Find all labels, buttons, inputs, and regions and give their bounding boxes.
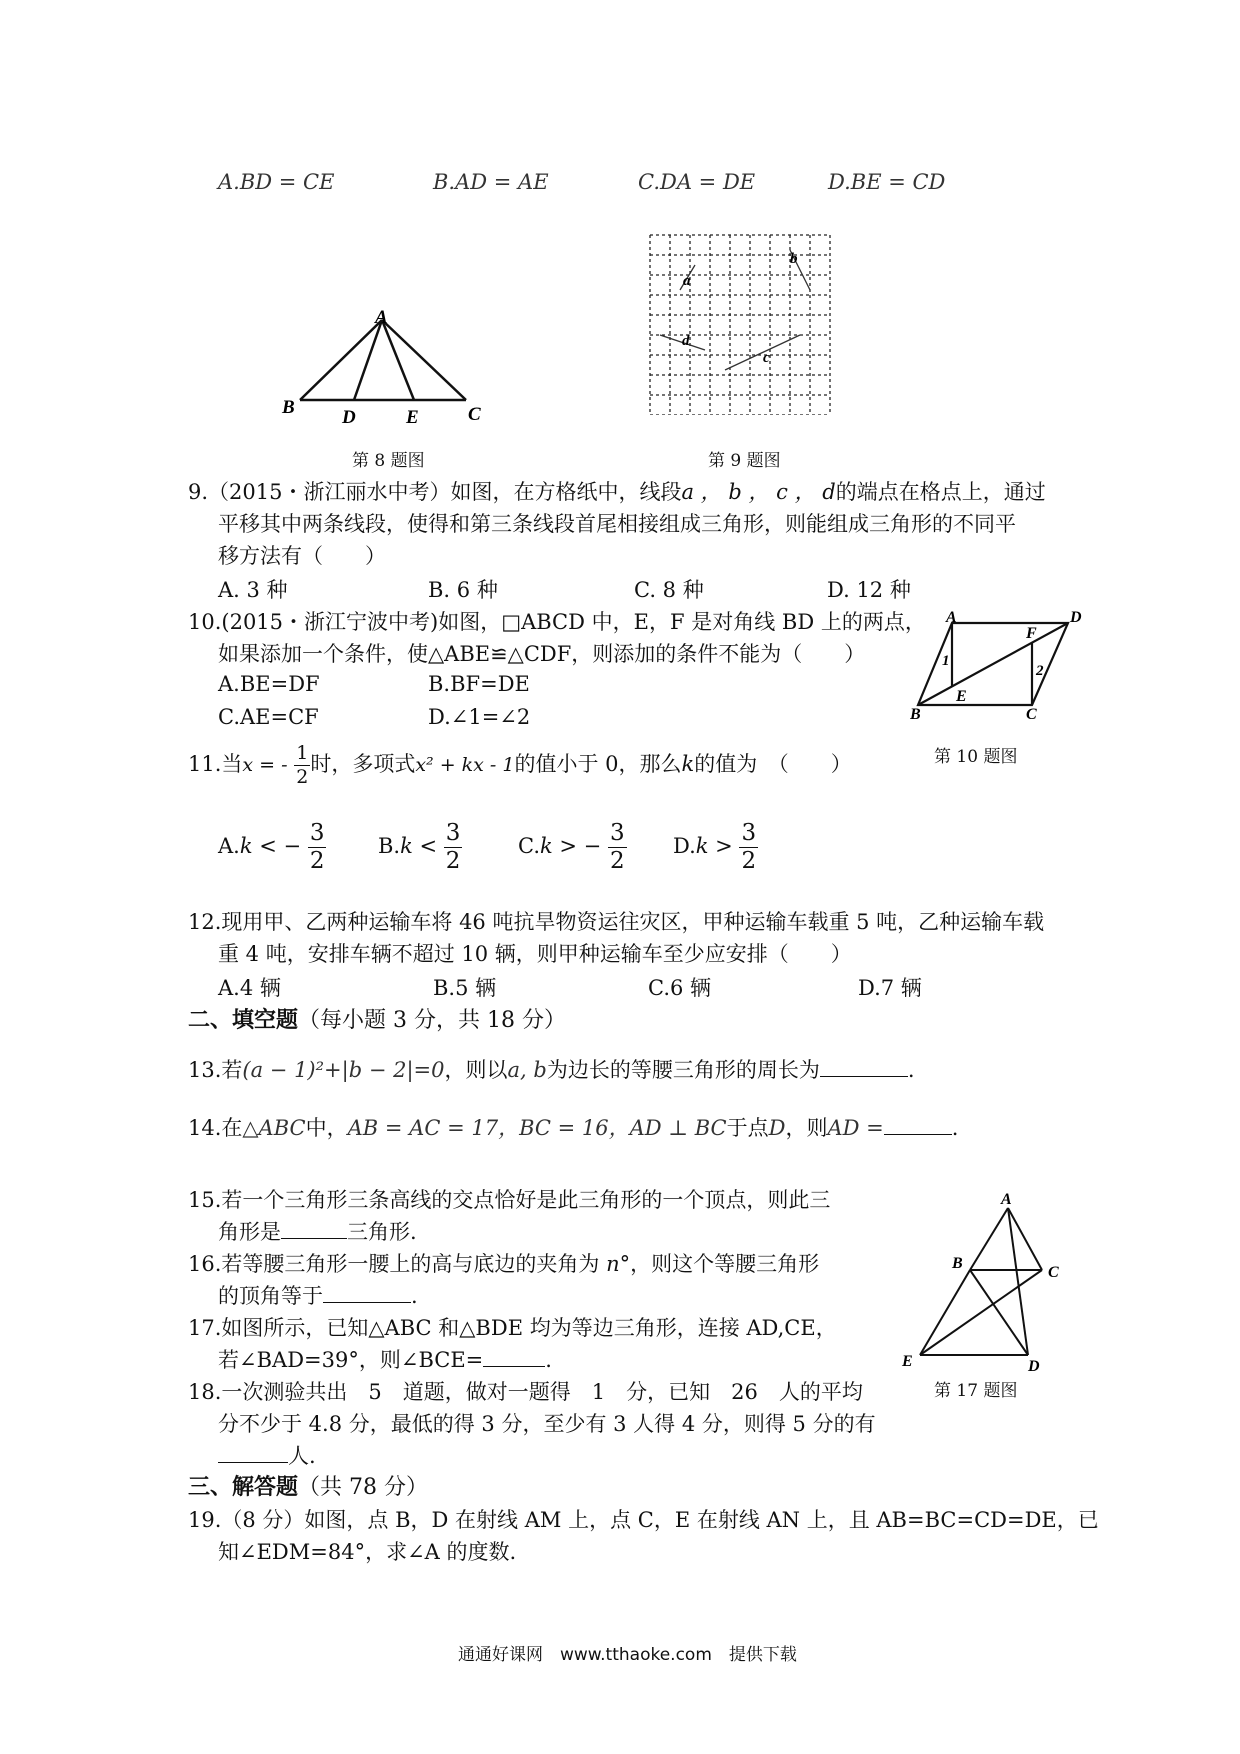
q11-option-c: C.k > − $\frac{3}{2}$ [518,820,625,874]
fig10-label-c: C [1026,706,1037,720]
q18-line3: 人. [218,1440,316,1470]
q19-line1: 19.（8 分）如图，点 B，D 在射线 AM 上，点 C，E 在射线 AN 上，且 AB=BC=CD=DE，已 [188,1508,1099,1532]
q12-option-a: A.4 辆 [218,976,281,1000]
fig10-label-b: B [910,706,921,720]
q9-option-c: C. 8 种 [634,578,704,602]
q16-line1: 16.若等腰三角形一腰上的高与底边的夹角为 n°，则这个等腰三角形 [188,1252,820,1276]
q12-option-d: D.7 辆 [858,976,922,1000]
fig9-label-b: b [790,251,798,267]
q10-line1: 10.(2015・浙江宁波中考)如图，□ABCD 中，E，F 是对角线 BD 上的两点， [188,610,926,634]
fig10-label-2: 2 [1036,663,1044,679]
fig9-label-c: c [763,350,770,366]
fig10-label-a: A [946,609,957,626]
section-2-heading: 二、填空题（每小题 3 分，共 18 分） [188,1007,566,1033]
q17-line2: 若∠BAD=39°，则∠BCE= . [218,1348,552,1372]
figure-8-caption: 第 8 题图 [352,451,425,471]
q9-option-a: A. 3 种 [218,578,288,602]
fig17-label-c: C [1048,1264,1059,1281]
q18-line1: 18.一次测验共出 5 道题，做对一题得 1 分，已知 26 人的平均 [188,1380,863,1404]
q8-option-d: D.BE = CD [828,170,946,194]
section-3-heading: 三、解答题（共 78 分） [188,1474,428,1500]
figure-10-caption: 第 10 题图 [934,747,1018,767]
q13: 13.若(a − 1)²+|b − 2|=0，则以a, b为边长的等腰三角形的周长为 . [188,1058,915,1082]
q8-option-a: A.BD = CE [218,170,335,194]
fig10-label-f: F [1026,625,1037,642]
figure-10-parallelogram [910,605,1085,720]
q18-line2: 分不少于 4.8 分，最低的得 3 分，至少有 3 人得 4 分，则得 5 分的有 [218,1412,876,1436]
figure-17-caption: 第 17 题图 [934,1381,1018,1401]
q12-line2: 重 4 吨，安排车辆不超过 10 辆，则甲种运输车至少应安排（ ） [218,942,852,966]
figure-9-grid [640,225,840,415]
q9-line1: 9.（2015・浙江丽水中考）如图，在方格纸中，线段a ， b ， c ， d的端点在格点上，通过 [188,480,1046,504]
q17-line1: 17.如图所示，已知△ABC 和△BDE 均为等边三角形，连接 AD,CE， [188,1316,837,1340]
fig17-label-e: E [902,1353,913,1370]
q11-option-a: A.k < − $\frac{3}{2}$ [218,820,325,874]
q11-option-d: D.k > $\frac{3}{2}$ [673,820,757,874]
figure-9-caption: 第 9 题图 [708,451,781,471]
q15-line2: 角形是 三角形. [218,1220,417,1244]
q15-line1: 15.若一个三角形三条高线的交点恰好是此三角形的一个顶点，则此三 [188,1188,831,1212]
fig9-label-a: a [683,273,691,289]
footer-source: 通通好课网 www.tthaoke.com 提供下载 [458,1645,797,1665]
fig8-label-c: C [468,404,481,425]
fig17-label-b: B [952,1255,963,1272]
q10-option-b: B.BF=DE [428,672,530,696]
figure-8-triangle [270,300,500,430]
fig8-label-e: E [406,407,419,428]
q9-option-d: D. 12 种 [827,578,911,602]
q12-line1: 12.现用甲、乙两种运输车将 46 吨抗旱物资运往灾区，甲种运输车载重 5 吨，乙种运输车载 [188,910,1045,934]
fig10-label-e: E [956,688,967,705]
q10-option-a: A.BE=DF [218,672,320,696]
q11-stem: 11.当x = - $\frac{1}{2}$ 时，多项式x² + kx - 1的值小于 0，那么k的值为 （ ） [188,742,852,788]
q12-option-c: C.6 辆 [648,976,712,1000]
fig8-label-a: A [375,307,388,328]
q14: 14.在△ABC中，AB = AC = 17，BC = 16，AD ⊥ BC于点D，则AD = . [188,1116,959,1140]
q9-option-b: B. 6 种 [428,578,498,602]
fig17-label-a: A [1001,1191,1012,1208]
q10-option-c: C.AE=CF [218,705,319,729]
fig9-label-d: d [682,333,690,349]
q8-option-c: C.DA = DE [638,170,756,194]
q9-line2: 平移其中两条线段，使得和第三条线段首尾相接组成三角形，则能组成三角形的不同平 [218,512,1016,536]
fig10-label-d: D [1070,609,1082,626]
fig10-label-1: 1 [942,653,950,669]
figure-17-triangles [890,1190,1070,1375]
q9-line3: 移方法有（ ） [218,544,386,568]
q12-option-b: B.5 辆 [433,976,497,1000]
q16-line2: 的顶角等于 . [218,1284,418,1308]
q10-option-d: D.∠1=∠2 [428,705,531,729]
fig8-label-d: D [342,407,356,428]
q19-line2: 知∠EDM=84°，求∠A 的度数. [218,1540,517,1564]
fig8-label-b: B [282,397,295,418]
q11-option-b: B.k < $\frac{3}{2}$ [378,820,461,874]
q10-line2: 如果添加一个条件，使△ABE≌△CDF，则添加的条件不能为（ ） [218,642,866,666]
q8-option-b: B.AD = AE [433,170,549,194]
fig17-label-d: D [1028,1358,1040,1375]
